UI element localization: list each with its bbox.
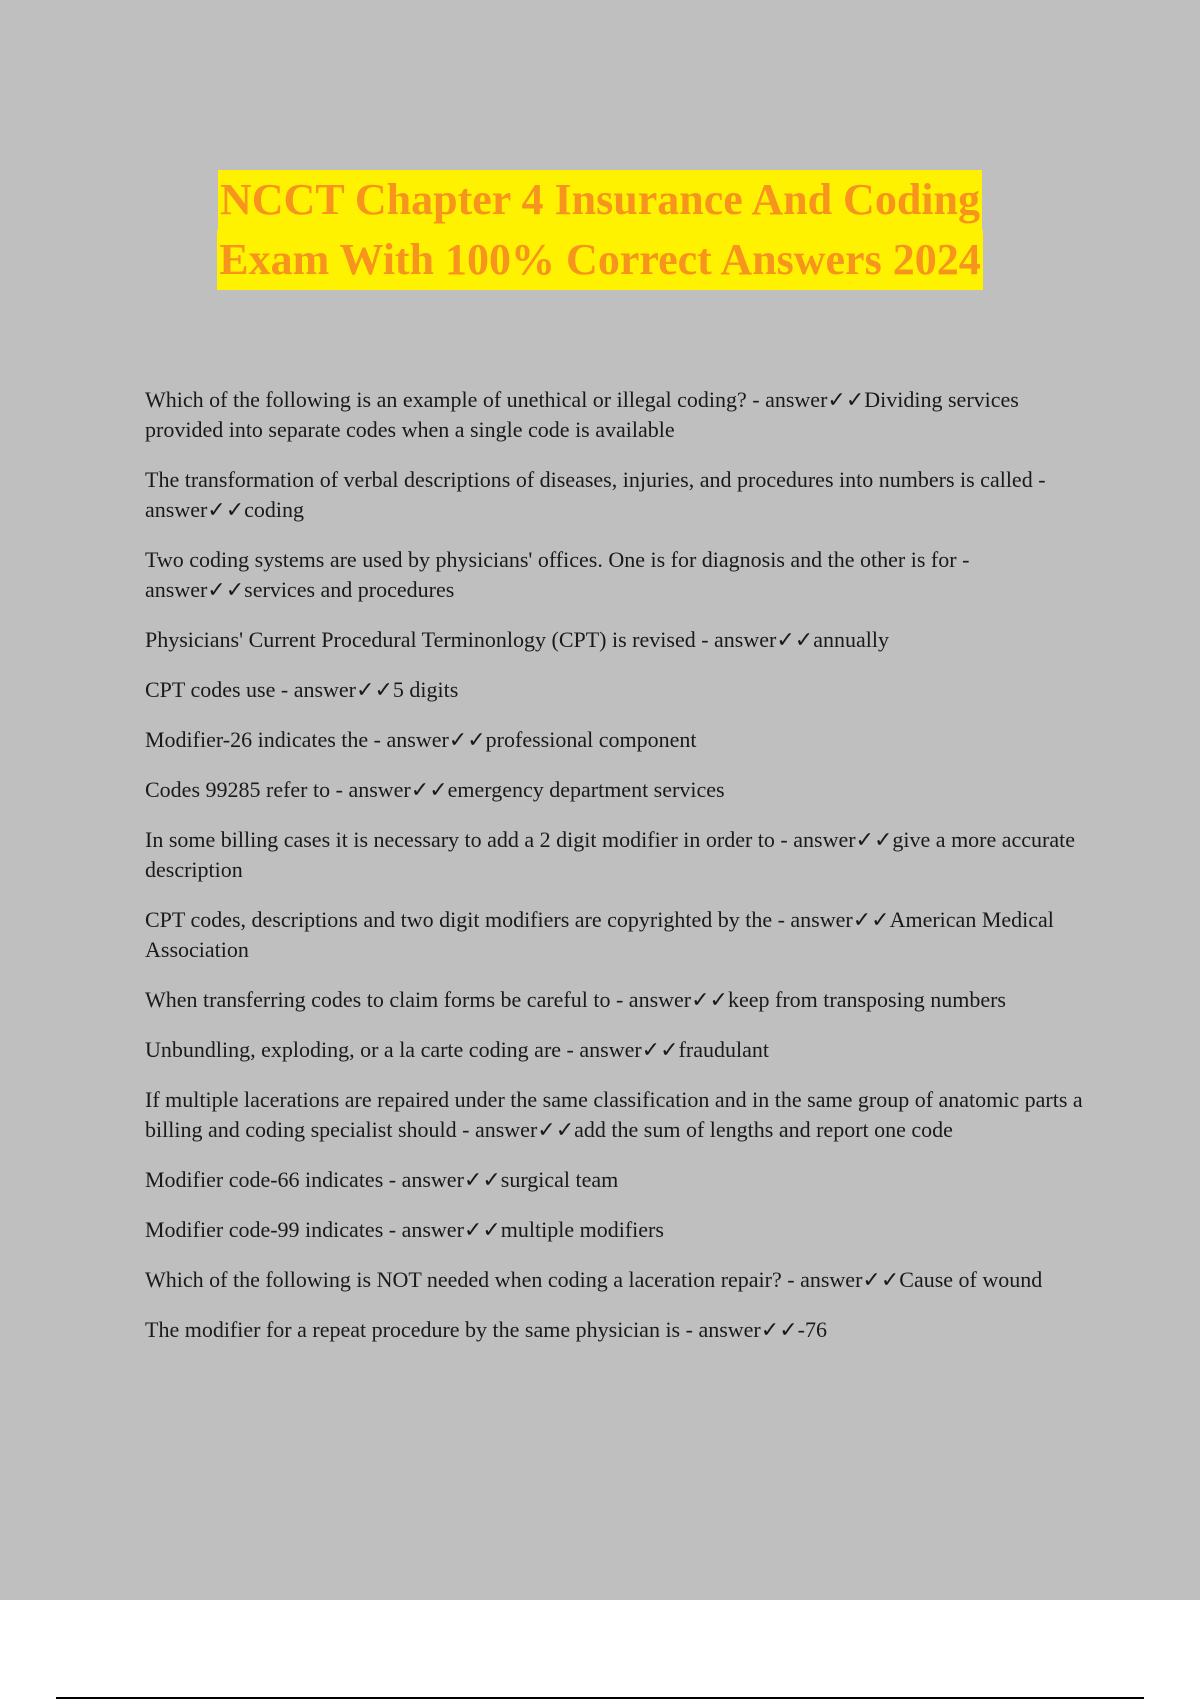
question-text: Two coding systems are used by physicians' offices. One is for diagnosis and the other is for — [145, 547, 957, 572]
answer-marker: - answer✓✓ — [774, 827, 893, 852]
answer-marker: - answer✓✓ — [145, 467, 1046, 522]
qa-item — [145, 725, 1085, 755]
question-text: Physicians' Current Procedural Terminonlogy (CPT) is revised — [145, 627, 696, 652]
answer-text: services and procedures — [244, 577, 455, 602]
answer-marker: - answer✓✓ — [772, 907, 890, 932]
question-text: Which of the following is an example of unethical or illegal coding? — [145, 387, 747, 412]
answer-text: American Medical Association — [145, 907, 1054, 962]
question-text: Which of the following is NOT needed when coding a laceration repair? — [145, 1267, 782, 1292]
answer-marker: - answer✓✓ — [680, 1317, 798, 1342]
answer-text: keep from transposing numbers — [727, 987, 1006, 1012]
answer-text: surgical team — [500, 1167, 619, 1192]
qa-item — [145, 775, 1085, 805]
question-text: The modifier for a repeat procedure by the same physician is — [145, 1317, 681, 1342]
answer-text: Cause of wound — [899, 1267, 1043, 1292]
answer-marker: - answer✓✓ — [368, 727, 486, 752]
answer-text: multiple modifiers — [500, 1217, 664, 1242]
qa-item — [145, 385, 1085, 445]
answer-marker: - answer✓✓ — [746, 387, 865, 412]
answer-marker: - answer✓✓ — [610, 987, 728, 1012]
question-text: When transferring codes to claim forms be careful to — [145, 987, 611, 1012]
qa-item — [145, 1085, 1085, 1145]
answer-marker: - answer✓✓ — [456, 1117, 575, 1142]
answer-marker: - answer✓✓ — [145, 547, 970, 602]
qa-item — [145, 675, 1085, 705]
qa-item — [145, 1215, 1085, 1245]
answer-marker: - answer✓✓ — [695, 627, 814, 652]
question-text: If multiple lacerations are repaired under the same classification and in the same group of anatomic parts a billing and coding specialist should — [145, 1087, 1083, 1142]
qa-item — [145, 1035, 1085, 1065]
title-line-2: Exam With 100% Correct Answers 2024 — [217, 230, 982, 290]
document-title — [0, 170, 1200, 290]
answer-marker: - answer✓✓ — [781, 1267, 900, 1292]
answer-text: coding — [244, 497, 305, 522]
answer-marker: - answer✓✓ — [275, 677, 393, 702]
question-text: CPT codes, descriptions and two digit modifiers are copyrighted by the — [145, 907, 773, 932]
qa-item — [145, 1265, 1085, 1295]
qa-item — [145, 985, 1085, 1015]
qa-item — [145, 545, 1085, 605]
answer-text: -76 — [797, 1317, 827, 1342]
question-text: Modifier code-66 indicates — [145, 1167, 384, 1192]
qa-item — [145, 1165, 1085, 1195]
qa-item — [145, 1315, 1085, 1345]
answer-text: emergency department services — [447, 777, 725, 802]
answer-marker: - answer✓✓ — [330, 777, 448, 802]
answer-marker: - answer✓✓ — [383, 1217, 501, 1242]
title-line-1: NCCT Chapter 4 Insurance And Coding — [218, 170, 982, 230]
bottom-rule — [56, 1697, 1144, 1699]
answer-text: add the sum of lengths and report one code — [574, 1117, 953, 1142]
qa-item — [145, 625, 1085, 655]
question-text: The transformation of verbal descriptions of diseases, injuries, and procedures into numbers is called — [145, 467, 1033, 492]
answer-text: Dividing services provided into separate codes when a single code is available — [145, 387, 1019, 442]
answer-text: professional component — [485, 727, 697, 752]
answer-marker: - answer✓✓ — [561, 1037, 679, 1062]
question-text: CPT codes use — [145, 677, 276, 702]
answer-text: annually — [813, 627, 889, 652]
question-text: Modifier code-99 indicates — [145, 1217, 384, 1242]
qa-item — [145, 465, 1085, 525]
question-text: Unbundling, exploding, or a la carte coding are — [145, 1037, 562, 1062]
answer-text: fraudulant — [678, 1037, 769, 1062]
question-text: Codes 99285 refer to — [145, 777, 331, 802]
question-text: Modifier-26 indicates the — [145, 727, 369, 752]
answer-text: give a more accurate description — [145, 827, 1076, 882]
answer-marker: - answer✓✓ — [383, 1167, 501, 1192]
answer-text: 5 digits — [392, 677, 459, 702]
qa-list — [145, 385, 1085, 1365]
qa-item — [145, 905, 1085, 965]
question-text: In some billing cases it is necessary to add a 2 digit modifier in order to — [145, 827, 775, 852]
qa-item — [145, 825, 1085, 885]
